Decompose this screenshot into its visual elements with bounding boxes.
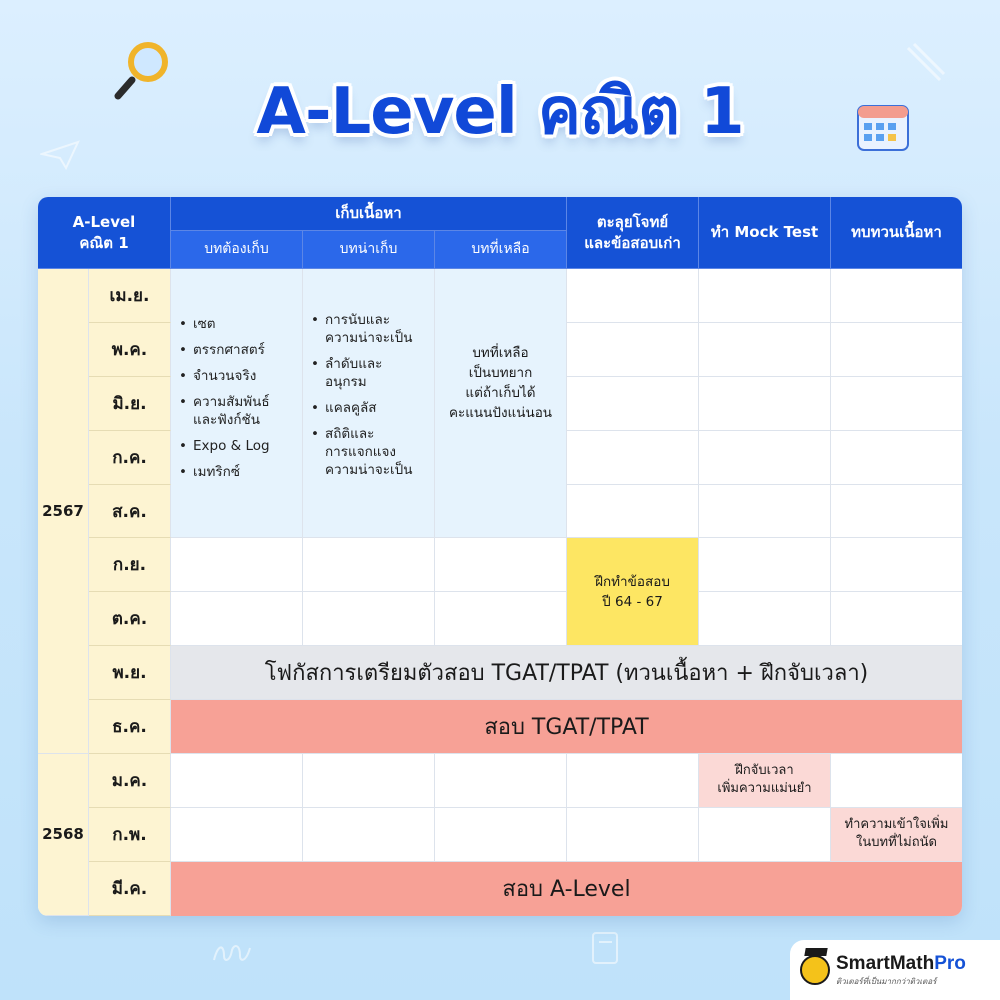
past-exam-practice: ฝึกทำข้อสอบ ปี 64 - 67: [567, 538, 699, 646]
list-item: • เมทริกซ์: [179, 463, 270, 481]
remaining-note: บทที่เหลือ เป็นบทยาก แต่ถ้าเก็บได้ คะแนนปังแน่นอน: [435, 269, 567, 538]
month-label: ก.ค.: [89, 431, 171, 485]
review-header: ทบทวนเนื้อหา: [831, 197, 962, 269]
notebook-icon: [590, 930, 620, 966]
must-collect-list: [171, 269, 303, 538]
list-item: • การนับและ ความน่าจะเป็น: [311, 311, 412, 347]
tgat-exam-band: สอบ TGAT/TPAT: [171, 700, 962, 754]
month-label: พ.ย.: [89, 646, 171, 700]
month-label: ธ.ค.: [89, 700, 171, 754]
mock-test-header: ทำ Mock Test: [699, 197, 831, 269]
brand-name: SmartMath: [836, 952, 935, 974]
list-item: • Expo & Log: [179, 437, 270, 455]
month-label: ส.ค.: [89, 485, 171, 539]
should-collect-header: บทน่าเก็บ: [303, 231, 435, 269]
year-2567: 2567: [38, 269, 89, 754]
list-item: • เซต: [179, 315, 270, 333]
past-exams-header: ตะลุยโจทย์ และข้อสอบเก่า: [567, 197, 699, 269]
list-item: • ตรรกศาสตร์: [179, 341, 270, 359]
mascot-icon: [800, 955, 830, 985]
remaining-header: บทที่เหลือ: [435, 231, 567, 269]
month-label: มิ.ย.: [89, 377, 171, 431]
alevel-exam-band: สอบ A-Level: [171, 862, 962, 916]
month-label: ม.ค.: [89, 754, 171, 808]
list-item: • แคลคูลัส: [311, 399, 412, 417]
brand-logo: [790, 940, 1000, 1000]
list-item: • ลำดับและ อนุกรม: [311, 355, 412, 391]
month-label: เม.ย.: [89, 269, 171, 323]
mock-practice-note: ฝึกจับเวลา เพิ่มความแม่นยำ: [699, 754, 831, 808]
list-item: • จำนวนจริง: [179, 367, 270, 385]
focus-prep-band: โฟกัสการเตรียมตัวสอบ TGAT/TPAT (ทวนเนื้อหา + ฝึกจับเวลา): [171, 646, 962, 700]
month-label: ต.ค.: [89, 592, 171, 646]
month-label: มี.ค.: [89, 862, 171, 916]
list-item: • สถิติและ การแจกแจง ความน่าจะเป็น: [311, 425, 412, 479]
study-plan-table: [38, 197, 962, 916]
page-title: A-Level คณิต 1: [256, 75, 744, 149]
review-note: ทำความเข้าใจเพิ่ม ในบทที่ไม่ถนัด: [831, 808, 962, 862]
brand-name-pro: Pro: [934, 952, 966, 974]
month-label: ก.ย.: [89, 538, 171, 592]
squiggle-icon: [212, 942, 252, 964]
collect-header: เก็บเนื้อหา: [171, 197, 567, 231]
list-item: • ความสัมพันธ์ และฟังก์ชัน: [179, 393, 270, 429]
must-collect-header: บทต้องเก็บ: [171, 231, 303, 269]
should-collect-list: [303, 269, 435, 538]
month-label: ก.พ.: [89, 808, 171, 862]
year-2568: 2568: [38, 754, 89, 916]
corner-header: A-Level คณิต 1: [38, 197, 171, 269]
month-label: พ.ค.: [89, 323, 171, 377]
brand-tagline: ติวเตอร์ที่เป็นมากกว่าติวเตอร์: [836, 976, 937, 986]
